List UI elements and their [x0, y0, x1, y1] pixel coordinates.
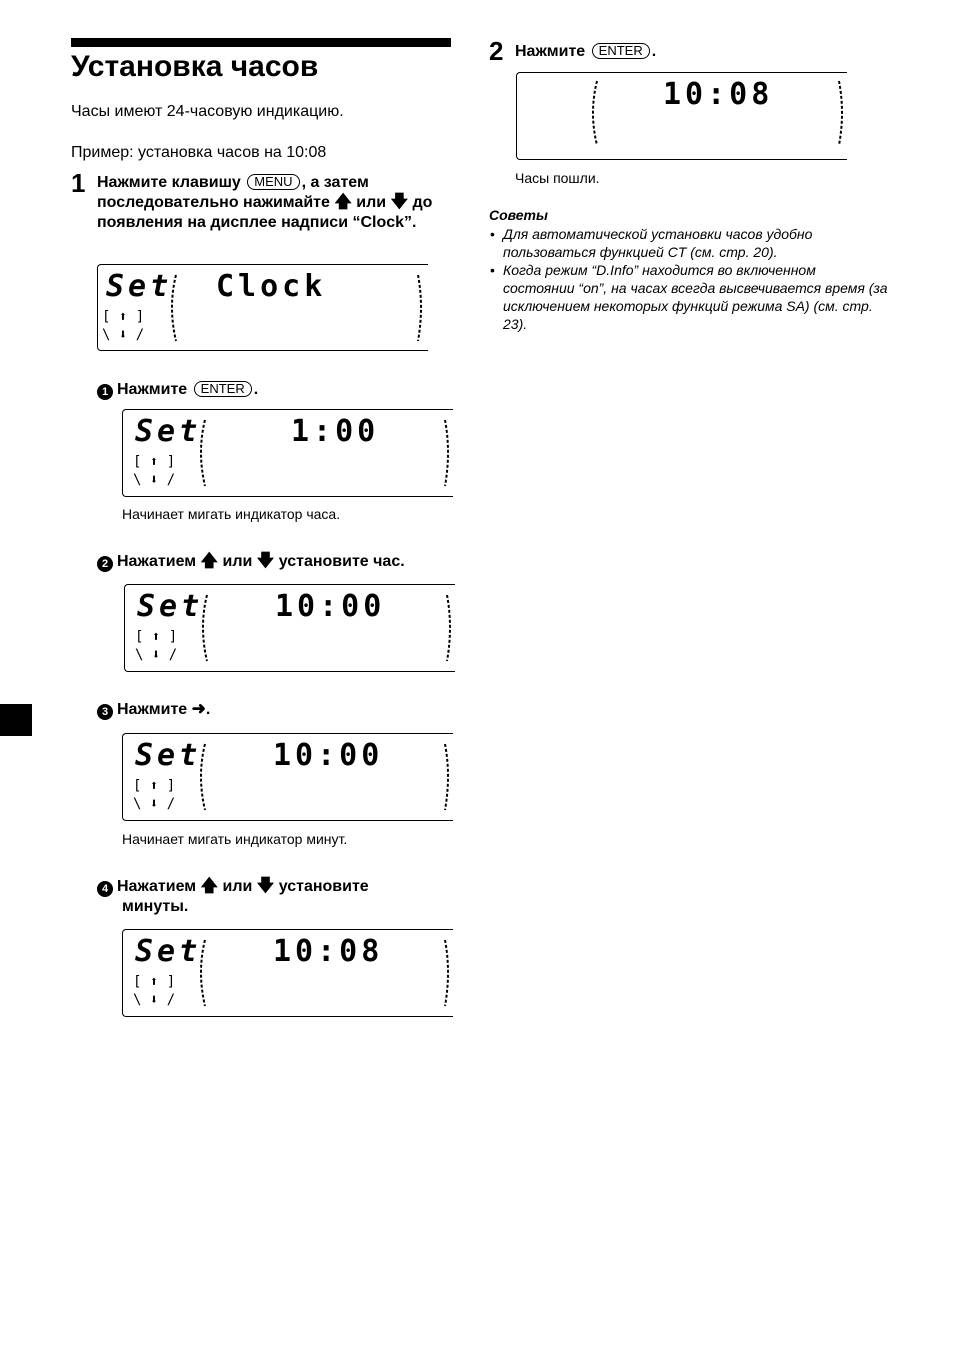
lcd-time: 10:08	[273, 934, 384, 969]
step-1-text-d: до появления на дисплее надписи “Clock”.	[97, 194, 433, 231]
substep-2	[97, 552, 405, 572]
substep-4	[97, 877, 452, 917]
step-1-text-a: Нажмите клавишу	[97, 174, 241, 191]
step-1-text-b: , а затем последовательно нажимайте	[97, 174, 369, 211]
example-text: Пример: установка часов на 10:08	[71, 144, 327, 161]
substep-3-label: Нажмите	[117, 701, 188, 718]
svg-text:[ ⬆ ]: [ ⬆ ]	[133, 778, 176, 794]
step-1-number: 1	[71, 168, 86, 198]
enter-key: ENTER	[592, 43, 650, 59]
menu-key: MENU	[247, 174, 299, 190]
lcd-time: 10:00	[275, 589, 386, 624]
svg-text:\ ⬇ /: \ ⬇ /	[133, 472, 176, 488]
substep-2-label: Нажатием	[117, 553, 197, 570]
enter-key: ENTER	[194, 381, 252, 397]
svg-text:\ ⬇ /: \ ⬇ /	[135, 647, 178, 663]
lcd-left-label: Set	[135, 414, 202, 449]
tips-heading: Советы	[489, 207, 548, 223]
svg-text:\ ⬇ /: \ ⬇ /	[133, 992, 176, 1008]
substep-2-tail: установите час.	[278, 553, 405, 570]
step-1-text-c: или	[356, 194, 387, 211]
substep-2-number: 2	[97, 556, 113, 572]
tip-item-2: • Когда режим “D.Info” находится во включенном состоянии “on”, на часах всегда высвечивается время (за исключением некоторых функций режима SA) (см. стр. 23).	[503, 261, 888, 333]
substep-2-mid: или	[222, 553, 253, 570]
substep-3	[97, 700, 210, 720]
substep-3-caption: Начинает мигать индикатор минут.	[122, 831, 348, 847]
section-tab-marker	[0, 704, 32, 736]
lcd-display-2	[124, 584, 455, 672]
up-arrow-icon: 🡅	[200, 876, 219, 895]
svg-text:[ ⬆ ]: [ ⬆ ]	[135, 629, 178, 645]
substep-1-caption: Начинает мигать индикатор часа.	[122, 506, 341, 522]
lcd-display-final	[516, 72, 847, 160]
svg-text:[ ⬆ ]: [ ⬆ ]	[102, 309, 145, 325]
substep-4-tail: установите	[278, 878, 369, 895]
step-2-tail: .	[651, 43, 657, 60]
down-arrow-icon: 🡇	[256, 876, 275, 895]
substep-1-label: Нажмите	[117, 381, 188, 398]
step-2-number: 2	[489, 36, 504, 66]
step-2-caption: Часы пошли.	[515, 170, 600, 186]
down-arrow-icon: 🡇	[256, 551, 275, 570]
lcd-display-4	[122, 929, 453, 1017]
lcd-time: 1:00	[291, 414, 380, 449]
intro-text: Часы имеют 24-часовую индикацию.	[71, 103, 344, 120]
lcd-left-label: Set	[135, 934, 202, 969]
svg-text:[ ⬆ ]: [ ⬆ ]	[133, 454, 176, 470]
tips-list	[489, 225, 888, 333]
substep-3-number: 3	[97, 704, 113, 720]
lcd-time: 10:00	[273, 738, 384, 773]
substep-4-mid: или	[222, 878, 253, 895]
substep-1	[97, 380, 258, 400]
step-1-text	[97, 173, 452, 233]
title-rule	[71, 38, 451, 47]
lcd-left-label: Set	[135, 738, 202, 773]
substep-1-tail: .	[253, 381, 259, 398]
svg-text:\ ⬇ /: \ ⬇ /	[133, 796, 176, 812]
page-title: Установка часов	[71, 50, 319, 83]
substep-4-number: 4	[97, 881, 113, 897]
step-2-label: Нажмите	[515, 43, 586, 60]
step-2-text	[515, 42, 656, 62]
substep-4-tail2: минуты.	[122, 898, 189, 915]
up-arrow-icon: 🡅	[334, 192, 352, 211]
down-arrow-icon: 🡇	[390, 192, 409, 211]
lcd-left-label: Set	[137, 589, 204, 624]
substep-4-label: Нажатием	[117, 878, 197, 895]
svg-text:\ ⬇ /: \ ⬇ /	[102, 327, 145, 343]
lcd-right-label: Clock	[216, 269, 327, 304]
lcd-display-3	[122, 733, 453, 821]
lcd-time: 10:08	[663, 77, 774, 112]
lcd-left-label: Set	[106, 269, 173, 304]
substep-3-tail: .	[205, 701, 211, 718]
up-arrow-icon: 🡅	[200, 551, 219, 570]
lcd-display-1	[122, 409, 453, 497]
svg-text:[ ⬆ ]: [ ⬆ ]	[133, 974, 176, 990]
tip-item-1: • Для автоматической установки часов удобно пользоваться функцией CT (см. стр. 20).	[503, 225, 888, 261]
lcd-display-clock	[97, 264, 428, 351]
right-arrow-icon: ➜	[191, 699, 206, 718]
substep-1-number: 1	[97, 384, 113, 400]
